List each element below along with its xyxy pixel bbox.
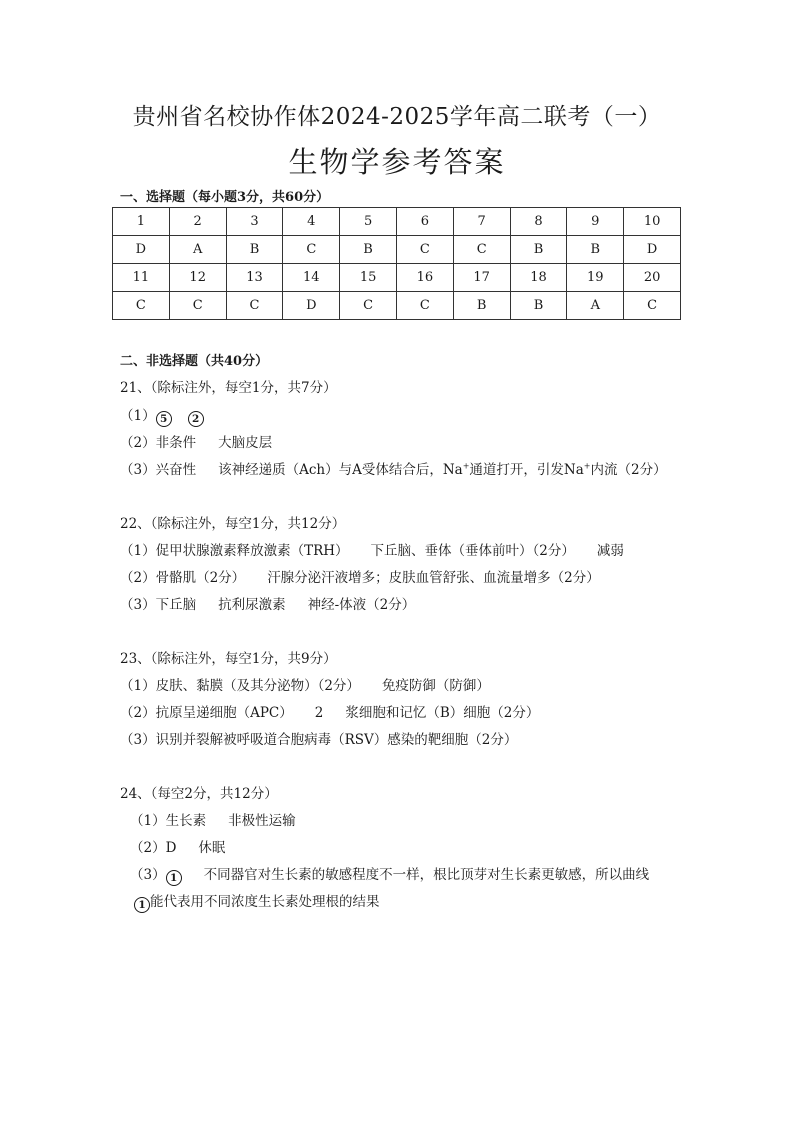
document-title: 贵州省名校协作体2024-2025学年高二联考（一） — [132, 104, 662, 130]
table-cell: 5 — [340, 208, 397, 236]
q21-1-prefix: （1） — [120, 408, 156, 424]
q23-answer-1 — [120, 674, 490, 694]
table-cell: 9 — [567, 208, 624, 236]
table-cell: C — [113, 292, 170, 320]
q23-answer-3: （3）识别并裂解被呼吸道合胞病毒（RSV）感染的靶细胞（2分） — [120, 732, 518, 748]
table-cell: 10 — [624, 208, 681, 236]
table-cell: B — [510, 236, 567, 264]
q21-3-sup2: + — [583, 461, 591, 471]
table-cell: C — [624, 292, 681, 320]
table-cell: B — [340, 236, 397, 264]
q22-2-a: （2）骨骼肌（2分） — [120, 570, 246, 586]
table-cell: 6 — [396, 208, 453, 236]
q21-3-sup1: + — [462, 461, 470, 471]
table-cell: 19 — [567, 264, 624, 292]
circled-number-5: 5 — [156, 411, 172, 427]
q23-1-a: （1）皮肤、黏膜（及其分泌物）（2分） — [120, 678, 360, 694]
table-cell: 1 — [113, 208, 170, 236]
section1-heading: 一、选择题（每小题3分，共60分） — [120, 190, 330, 205]
table-cell: 7 — [453, 208, 510, 236]
q21-3-b2: 通道打开，引发Na — [469, 462, 584, 478]
table-cell: D — [113, 236, 170, 264]
table-cell: C — [453, 236, 510, 264]
document-subtitle: 生物学参考答案 — [288, 145, 506, 179]
q23-heading: 23、（除标注外，每空1分，共9分） — [120, 651, 337, 667]
table-cell: D — [624, 236, 681, 264]
table-cell: C — [283, 236, 340, 264]
q24-heading: 24、（每空2分，共12分） — [120, 786, 278, 802]
q23-1-b: 免疫防御（防御） — [381, 678, 490, 694]
table-cell: B — [510, 292, 567, 320]
q22-3-c: 神经-体液（2分） — [307, 597, 416, 613]
table-cell: 17 — [453, 264, 510, 292]
q21-3-b1: 该神经递质（Ach）与A受体结合后，Na — [218, 462, 463, 478]
circled-number-2: 2 — [188, 411, 204, 427]
table-cell: 18 — [510, 264, 567, 292]
table-cell: 3 — [226, 208, 283, 236]
table-row-answers — [113, 236, 681, 264]
q21-2-b: 大脑皮层 — [218, 435, 273, 451]
q22-heading: 22、（除标注外，每空1分，共12分） — [120, 516, 346, 532]
q22-2-b: 汗腺分泌汗液增多；皮肤血管舒张、血流量增多（2分） — [267, 570, 600, 586]
q23-2-c: 浆细胞和记忆（B）细胞（2分） — [345, 705, 540, 721]
q23-2-b: 2 — [314, 705, 324, 721]
q22-answer-2 — [120, 566, 600, 586]
table-cell: 11 — [113, 264, 170, 292]
q22-3-b: 抗利尿激素 — [218, 597, 286, 613]
table-cell: 13 — [226, 264, 283, 292]
table-row-question-numbers — [113, 264, 681, 292]
table-cell: 20 — [624, 264, 681, 292]
table-cell: 15 — [340, 264, 397, 292]
q22-answer-1 — [120, 539, 624, 559]
circled-number-1: 1 — [166, 870, 182, 886]
table-cell: 14 — [283, 264, 340, 292]
q23-2-a: （2）抗原呈递细胞（APC） — [120, 705, 293, 721]
table-cell: C — [396, 236, 453, 264]
table-cell: B — [226, 236, 283, 264]
q23-answer-2 — [120, 701, 539, 721]
table-cell: C — [169, 292, 226, 320]
table-cell: A — [567, 292, 624, 320]
answer-table — [112, 207, 681, 320]
q21-3-b3: 内流（2分） — [590, 462, 667, 478]
q21-heading: 21、（除标注外，每空1分，共7分） — [120, 380, 337, 396]
q21-3-prefix: （3）兴奋性 — [120, 462, 197, 478]
table-cell: A — [169, 236, 226, 264]
q22-1-c: 减弱 — [596, 543, 624, 559]
circled-number-1: 1 — [134, 897, 150, 913]
q24-answer-1 — [130, 809, 296, 829]
table-cell: D — [283, 292, 340, 320]
table-row-answers — [113, 292, 681, 320]
q22-answer-3 — [120, 593, 415, 613]
q21-answer-1 — [120, 404, 204, 427]
q21-answer-3 — [120, 458, 667, 478]
table-cell: C — [226, 292, 283, 320]
q24-answer-2 — [130, 836, 225, 856]
table-cell: B — [453, 292, 510, 320]
table-row-question-numbers — [113, 208, 681, 236]
table-cell: 16 — [396, 264, 453, 292]
q24-2-a: （2）D — [130, 840, 177, 856]
table-cell: 12 — [169, 264, 226, 292]
table-cell: B — [567, 236, 624, 264]
q21-answer-2 — [120, 431, 272, 451]
q24-1-a: （1）生长素 — [130, 813, 207, 829]
table-cell: 2 — [169, 208, 226, 236]
table-cell: C — [396, 292, 453, 320]
q22-1-b: 下丘脑、垂体（垂体前叶）（2分） — [370, 543, 575, 559]
q24-answer-3-cont — [134, 890, 380, 913]
section2-heading: 二、非选择题（共40分） — [120, 354, 269, 369]
table-cell: 8 — [510, 208, 567, 236]
q22-3-a: （3）下丘脑 — [120, 597, 197, 613]
q24-3-text: 不同器官对生长素的敏感程度不一样，根比顶芽对生长素更敏感，所以曲线 — [203, 867, 650, 883]
q24-answer-3 — [130, 863, 649, 886]
q24-3-prefix: （3） — [130, 867, 166, 883]
q24-1-b: 非极性运输 — [228, 813, 296, 829]
table-cell: C — [340, 292, 397, 320]
q24-2-b: 休眠 — [198, 840, 226, 856]
q24-4-text: 能代表用不同浓度生长素处理根的结果 — [150, 894, 380, 910]
q22-1-a: （1）促甲状腺激素释放激素（TRH） — [120, 543, 349, 559]
q21-2-prefix: （2）非条件 — [120, 435, 197, 451]
table-cell: 4 — [283, 208, 340, 236]
